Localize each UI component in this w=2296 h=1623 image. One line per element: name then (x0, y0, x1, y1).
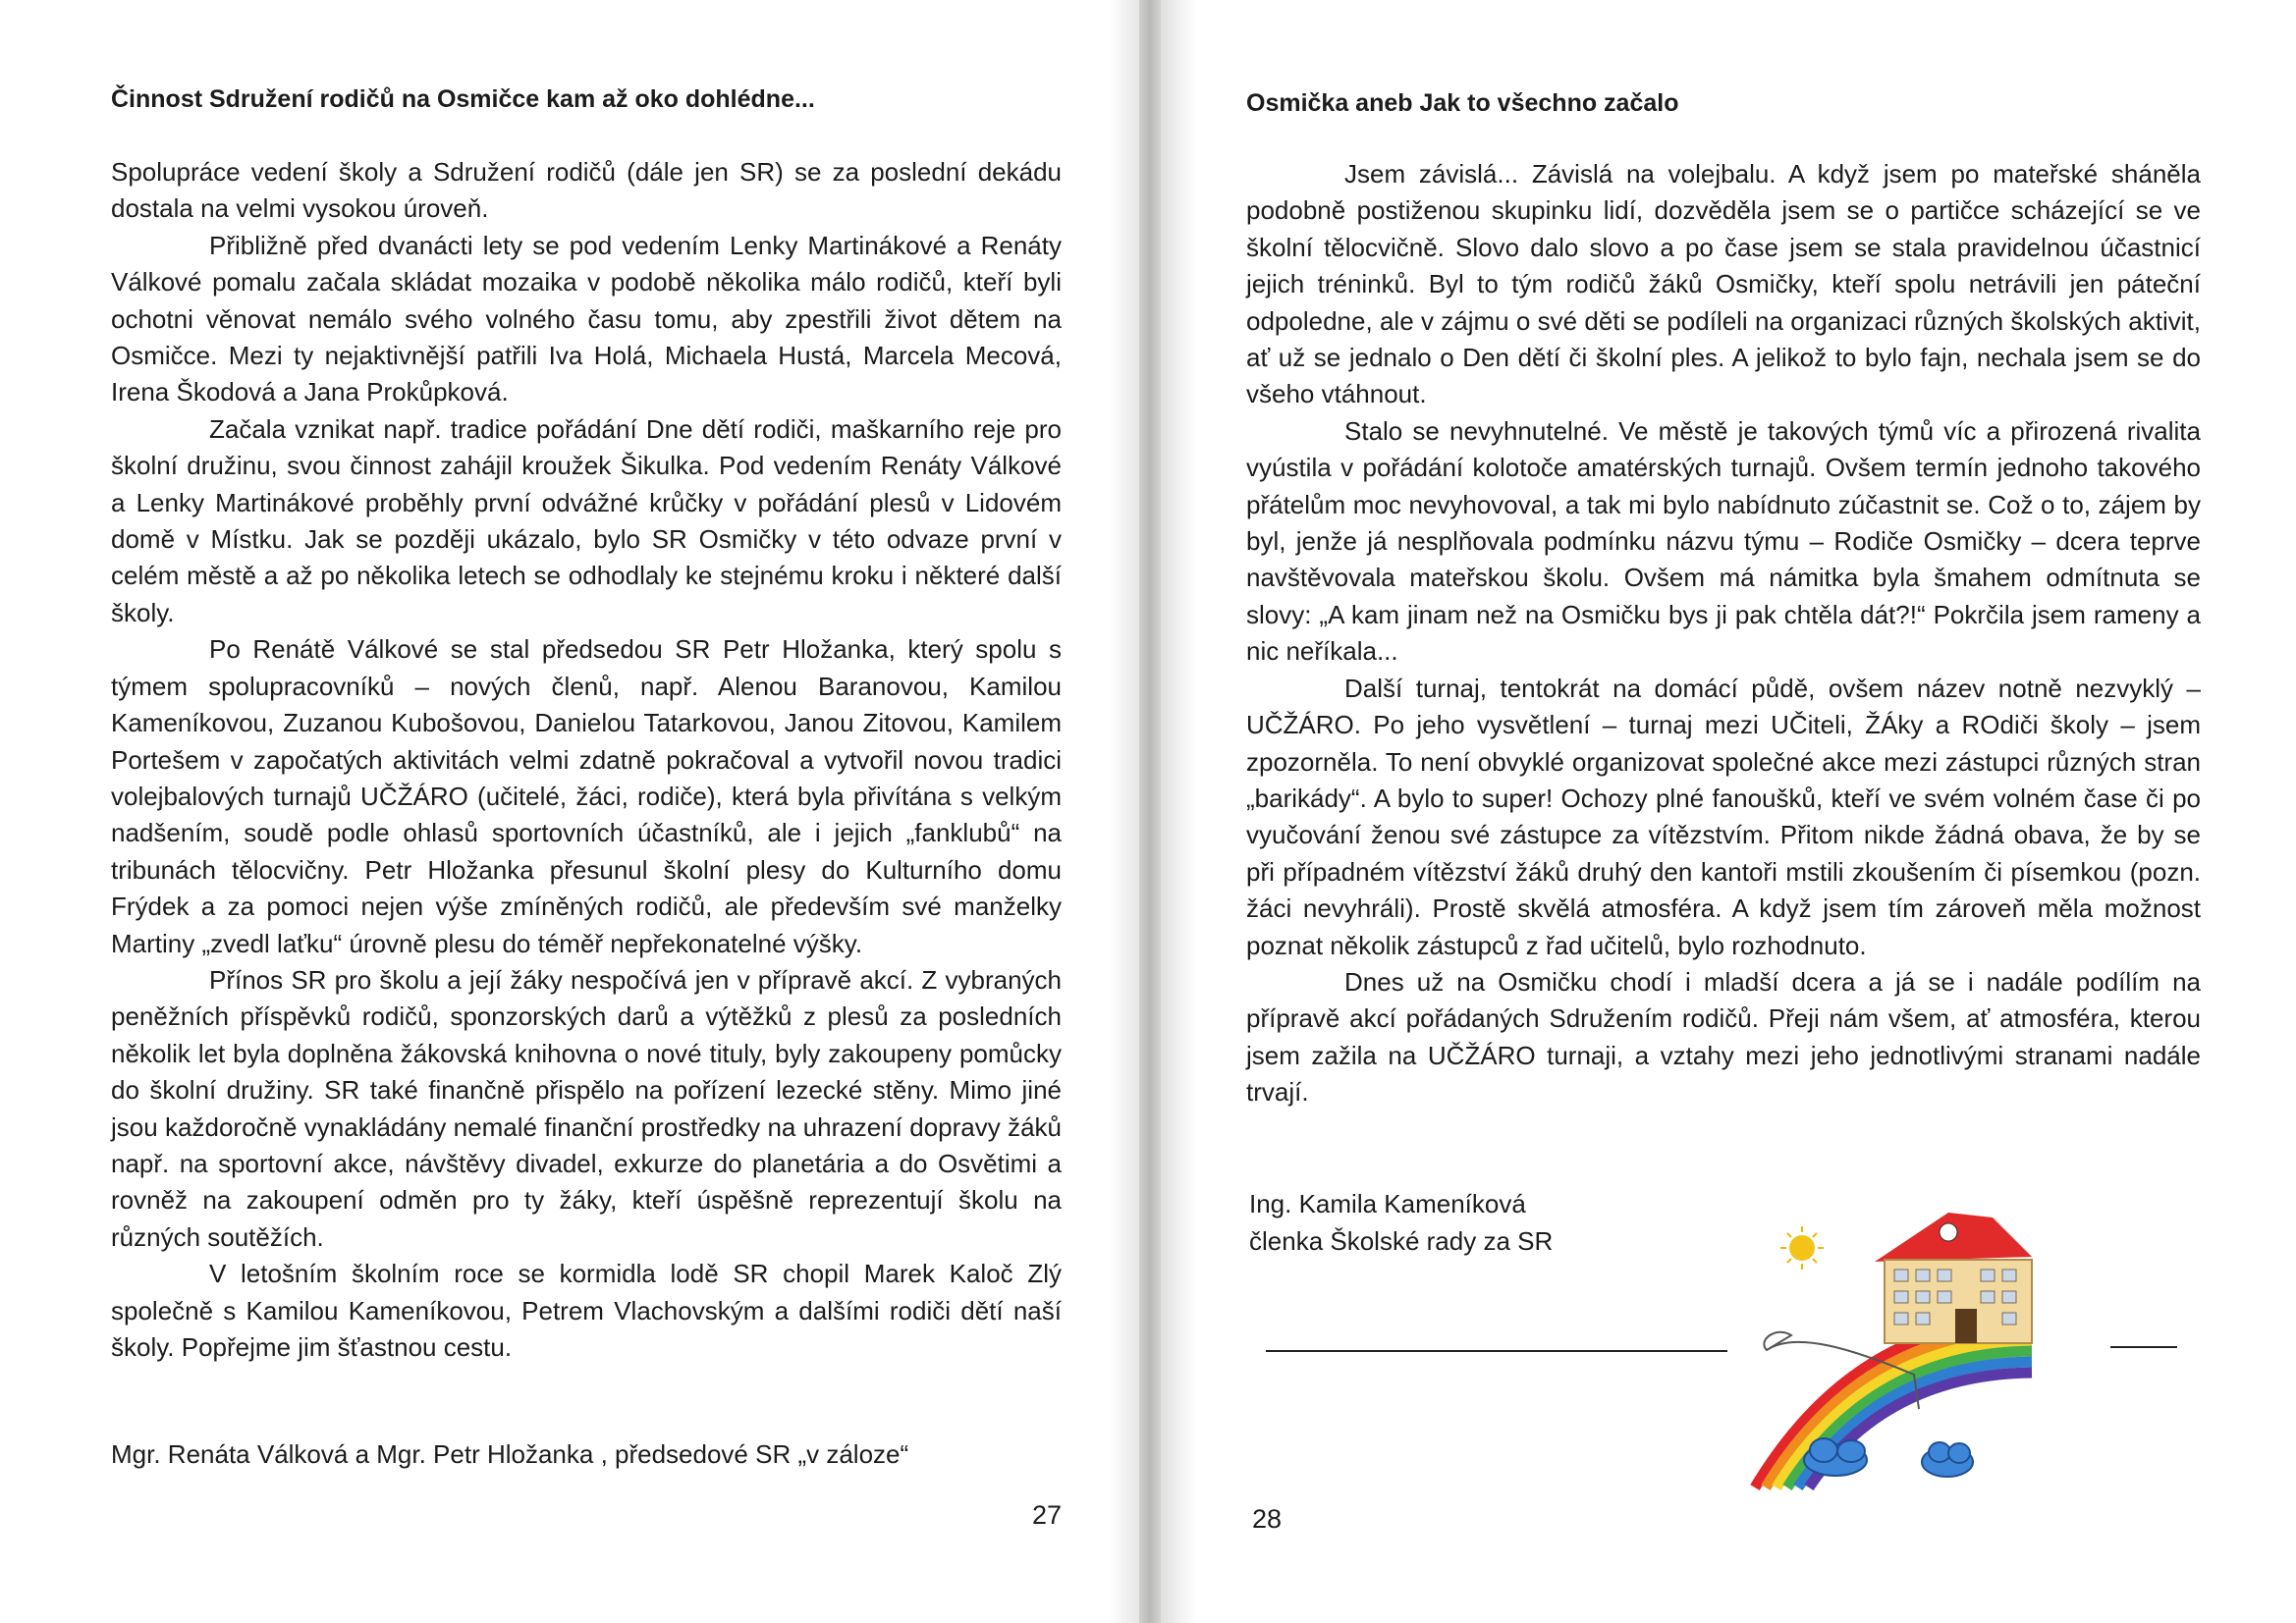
paragraph: Stalo se nevyhnutelné. Ve městě je takových týmů víc a přirozená rivalita vyústila v pořádání kolotoče amatérských turnajů. Ovšem termín jednoho takového přátelům moc nevyhovoval, a tak mi bylo nabídnuto zúčastnit se. Což o to, zájem by byl, jenže já nesplňovala podmínku názvu týmu – Rodiče Osmičky – dcera teprve navštěvovala mateřskou školu. Ovšem má námitka byla šmahem odmítnuta se slovy: „A kam jinam než na Osmičku bys ji pak chtěla dát?!“ Pokrčila jsem rameny a nic neříkala... (1246, 415, 2201, 667)
cloud-icon (1804, 1438, 1973, 1477)
left-page-title: Činnost Sdružení rodičů na Osmičce kam až oko dohlédne... (111, 85, 815, 113)
right-page (1148, 0, 2296, 1623)
paragraph: V letošním školním roce se kormidla lodě SR chopil Marek Kaloč Zlý společně s Kamilou Kameníkovou, Petrem Vlachovským a dalšími rodiči dětí naší školy. Popřejme jim šťastnou cestu. (111, 1259, 1062, 1362)
paragraph: Přínos SR pro školu a její žáky nespočívá jen v přípravě akcí. Z vybraných peněžních příspěvků rodičů, sponzorských darů a výtěžků z plesů za posledních několik let byla doplněna žákovská knihovna o nové tituly, byly zakoupeny pomůcky do školní družiny. SR také finančně přispělo na pořízení lezecké stěny. Mimo jiné jsou každoročně vynakládány nemalé finanční prostředky na uhrazení dopravy žáků např. na sportovní akce, návštěvy divadel, exkurze do planetária a do Osvětimi a rovněž na zakoupení odměn pro ty žáky, kteří úspěšně reprezentují školu na různých soutěžích. (111, 964, 1062, 1252)
left-signature: Mgr. Renáta Válková a Mgr. Petr Hložanka , předsedové SR „v záloze“ (111, 1439, 909, 1469)
paragraph: Jsem závislá... Závislá na volejbalu. A když jsem po mateřské sháněla podobně postiženou skupinku lidí, dozvěděla jsem se o partičce scházející se ve školní tělocvičně. Slovo dalo slovo a po čase jsem se stala pravidelnou účastnicí jejich tréninků. Byl to tým rodičů žáků Osmičky, kteří spolu netrávili jen páteční odpoledne, ale v zájmu o své děti se podíleli na organizaci různých školských aktivit, ať už se jednalo o Den dětí či školní ples. A jelikož to bylo fajn, nechala jsem se do všeho vtáhnout. (1246, 159, 2201, 409)
right-page-title: Osmička aneb Jak to všechno začalo (1246, 89, 1679, 117)
school-building-icon (1875, 1213, 2032, 1343)
paragraph: Po Renátě Válkové se stal předsedou SR Petr Hložanka, který spolu s týmem spolupracovníků – nových členů, např. Alenou Baranovou, Kamilou Kameníkovou, Zuzanou Kubošovou, Danielou Tatarkovou, Janou Zitovou, Kamilem Portešem v započatých aktivitách velmi zdatně pokračoval a vytvořil novou tradici volejbalových turnajů UČŽÁRO (učitelé, žáci, rodiče), která byla přivítána s velkým nadšením, soudě podle ohlasů sportovních účastníků, ale i jejich „fanklubů“ na tribunách tělocvičny. Petr Hložanka přesunul školní plesy do Kulturního domu Frýdek a za pomoci nejen výše zmíněných rodičů, ale především své manželky Martiny „zvedl laťku“ úrovně plesu do téměř nepřekonatelné výšky. (111, 634, 1062, 958)
paragraph: Spolupráce vedení školy a Sdružení rodičů (dále jen SR) se za poslední dekádu dostala na velmi vysokou úroveň. (111, 157, 1062, 224)
signature-name: Ing. Kamila Kameníková (1249, 1189, 1526, 1218)
paragraph: Přibližně před dvanácti lety se pod vedením Lenky Martinákové a Renáty Válkové pomalu začala skládat mozaika v podobě několika málo rodičů, kteří byli ochotni věnovat nemálo svého volného času tomu, aby zpestřili život dětem na Osmičce. Mezi ty nejaktivnější patřili Iva Holá, Michaela Hustá, Marcela Mecová, Irena Škodová a Jana Prokůpková. (111, 230, 1062, 407)
book-spine (1139, 0, 1161, 1623)
sun-icon (1780, 1226, 1824, 1270)
right-article-body (1246, 156, 2201, 1111)
rainbow-school-drawing-icon (1737, 1203, 2228, 1497)
paragraph: Dnes už na Osmičku chodí i mladší dcera a já se i nadále podílím na přípravě akcí pořádaných Sdružením rodičů. Přeji nám všem, ať atmosféra, kterou jsem zažila na UČŽÁRO turnaji, a vztahy mezi jeho jednotlivými stranami nadále trvají. (1246, 966, 2201, 1108)
paragraph: Další turnaj, tentokrát na domácí půdě, ovšem název notně nezvyklý – UČŽÁRO. Po jeho vysvětlení – turnaj mezi UČiteli, ŽÁky a ROdiči školy – jsem zpozorněla. To není obvyklé organizovat společné akce mezi zástupci různých stran „barikády“. A bylo to super! Ochozy plné fanoušků, kteří ve svém volném čase či po vyučování ženou své zástupce za vítězstvím. Přitom nikde žádná obava, že by se při případném vítězství žáků druhý den kantoři mstili zkoušením či písemkou (pozn. žáci nevyhráli). Prostě skvělá atmosféra. A když jsem tím zároveň měla možnost poznat několik zástupců z řad učitelů, bylo rozhodnuto. (1246, 673, 2201, 960)
right-signature (1249, 1185, 1553, 1260)
signature-role: členka Školské rady za SR (1249, 1226, 1554, 1256)
page-number: 28 (1252, 1504, 1283, 1534)
left-article-body (111, 154, 1062, 1366)
paragraph: Začala vznikat např. tradice pořádání Dne dětí rodiči, maškarního reje pro školní družinu, svou činnost zahájil kroužek Šikulka. Pod vedením Renáty Válkové a Lenky Martinákové proběhly první odvážné krůčky v pořádání plesů v Lidovém domě v Místku. Jak se později ukázalo, bylo SR Osmičky v této odvaze první v celém městě a až po několika letech se odhodlaly ke stejnému kroku i některé další školy. (111, 413, 1062, 627)
divider-line (1266, 1350, 1727, 1352)
page-number: 27 (1032, 1500, 1063, 1530)
